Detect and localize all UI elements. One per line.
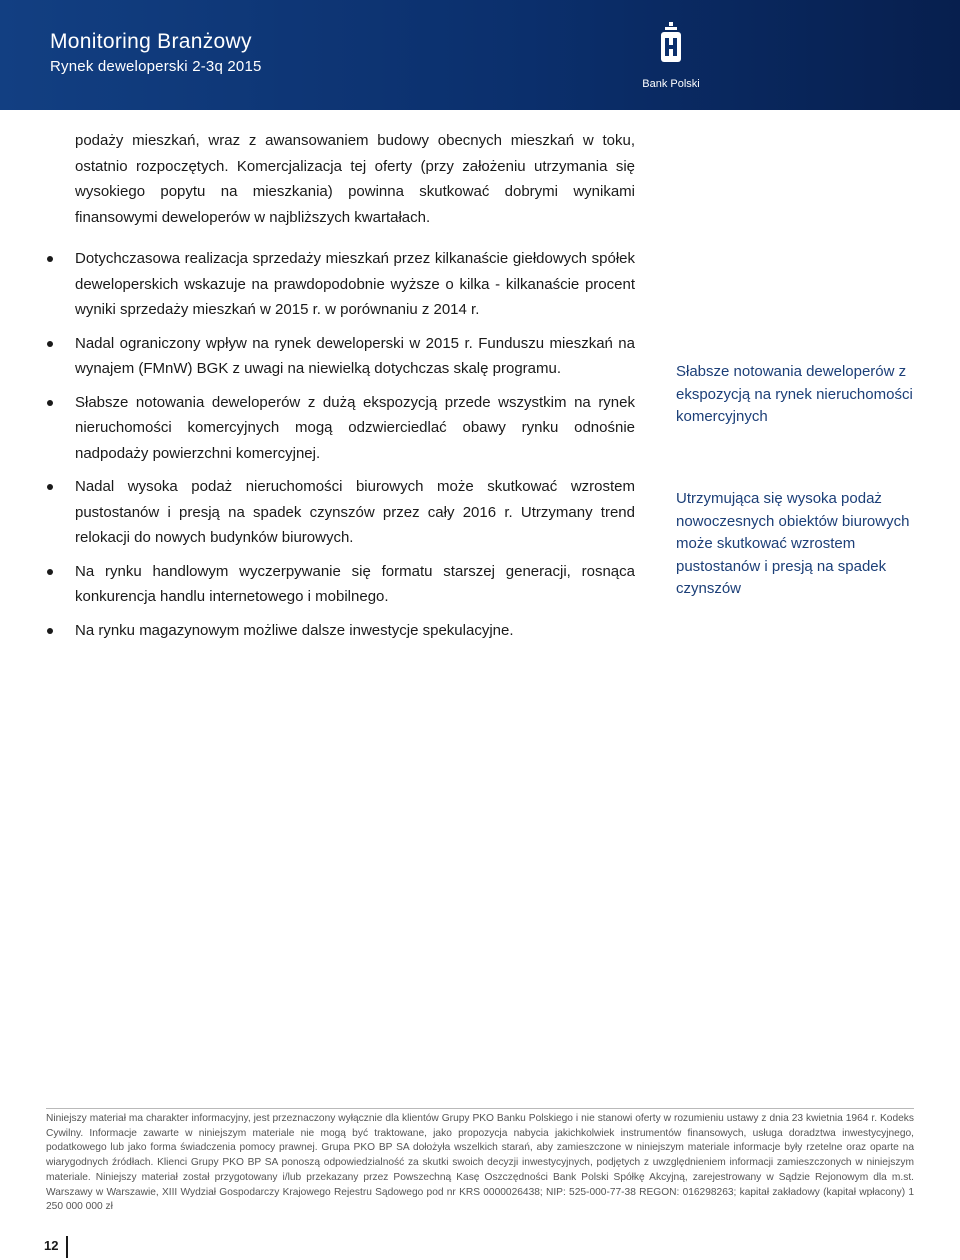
bullet-icon bbox=[47, 341, 53, 347]
bullet-text: Dotychczasowa realizacja sprzedaży mieszkań przez kilkanaście giełdowych spółek deweloperskich wskazuje na prawdopodobnie wyższe o kilka - kilkanaście procent wyniki sprzedaży mieszkań w 2015 r. w porównaniu z 2014 r. bbox=[75, 250, 635, 318]
intro-paragraph: podaży mieszkań, wraz z awansowaniem budowy obecnych mieszkań w toku, ostatnio rozpoczętych. Komercjalizacja tej oferty (przy założeniu utrzymania się wysokiego popytu na mieszkania) powinna skutkować dobrymi wynikami finansowymi deweloperów w najbliższych kwartałach. bbox=[75, 132, 635, 226]
bullet-item bbox=[75, 559, 635, 610]
report-title: Monitoring Branżowy bbox=[50, 30, 252, 53]
bank-logo bbox=[640, 22, 702, 94]
bullet-icon bbox=[47, 628, 53, 634]
logo-text: Bank Polski bbox=[642, 78, 700, 90]
bullet-icon bbox=[47, 569, 53, 575]
bullet-text: Słabsze notowania deweloperów z dużą ekspozycją przede wszystkim na rynek nieruchomości komercyjnych mogą odzwierciedlać obawy rynku odnośnie nadpodaży powierzchni komercyjnej. bbox=[75, 393, 635, 462]
bullet-item bbox=[75, 474, 635, 551]
sidebar-note-offices: Utrzymująca się wysoka podaż nowoczesnych obiektów biurowych może skutkować wzrostem pustostanów i presją na spadek czynszów bbox=[676, 490, 910, 597]
main-content bbox=[75, 128, 635, 643]
bullet-item bbox=[75, 390, 635, 467]
report-subtitle: Rynek deweloperski 2-3q 2015 bbox=[50, 58, 262, 75]
bullet-icon bbox=[47, 400, 53, 406]
bullet-text: Nadal wysoka podaż nieruchomości biurowych może skutkować wzrostem pustostanów i presją na spadek czynszów przez cały 2016 r. Utrzymany trend relokacji do nowych budynków biurowych. bbox=[75, 478, 635, 546]
pko-bank-logo-icon bbox=[658, 22, 684, 64]
sidebar-note-commercial: Słabsze notowania deweloperów z ekspozycją na rynek nieruchomości komercyjnych bbox=[676, 363, 913, 425]
bullet-text: Nadal ograniczony wpływ na rynek deweloperski w 2015 r. Funduszu mieszkań na wynajem (FMnW) BGK z uwagi na niewielką dotychczas skalę programu. bbox=[75, 334, 635, 377]
page-header bbox=[0, 0, 960, 110]
bullet-icon bbox=[47, 256, 53, 262]
bullet-item bbox=[75, 618, 635, 644]
page-number-divider bbox=[66, 1236, 68, 1258]
bullet-icon bbox=[47, 484, 53, 490]
bullet-item bbox=[75, 246, 635, 323]
bullet-text: Na rynku handlowym wyczerpywanie się formatu starszej generacji, rosnąca konkurencja handlu internetowego i mobilnego. bbox=[75, 562, 635, 605]
footer-disclaimer: Niniejszy materiał ma charakter informacyjny, jest przeznaczony wyłącznie dla klientów Grupy PKO Banku Polskiego i nie stanowi oferty w rozumieniu ustawy z dnia 23 kwietnia 1964 r. Kodeks Cywilny. Informacje zawarte w niniejszym materiale nie mogą być traktowane, jako propozycja nabycia jakichkolwiek instrumentów finansowych, usługa doradztwa inwestycyjnego, podatkowego lub jako forma świadczenia pomocy prawnej. Grupa PKO BP SA dołożyła wszelkich starań, aby zamieszczone w niniejszym materiale informacje były rzetelne oraz oparte na wiarygodnych źródłach. Klienci Grupy PKO BP SA ponoszą odpowiedzialność za skutki swoich decyzji inwestycyjnych, podjętych z uwzględnieniem informacji zamieszczonych w niniejszym materiale. Niniejszy materiał został przygotowany i/lub przekazany przez Powszechną Kasę Oszczędności Bank Polski Spółkę Akcyjną, zarejestrowany w Sądzie Rejonowym dla m.st. Warszawy w Warszawie, XIII Wydział Gospodarczy Krajowego Rejestru Sądowego pod nr KRS 0000026438; NIP: 525-000-77-38 REGON: 016298263; kapitał zakładowy (kapitał wpłacony) 1 250 000 000 zł bbox=[46, 1108, 914, 1215]
bullet-text: Na rynku magazynowym możliwe dalsze inwestycje spekulacyjne. bbox=[75, 621, 514, 639]
bullet-item bbox=[75, 331, 635, 382]
page-number: 12 bbox=[44, 1238, 59, 1253]
bullet-list bbox=[75, 246, 635, 643]
